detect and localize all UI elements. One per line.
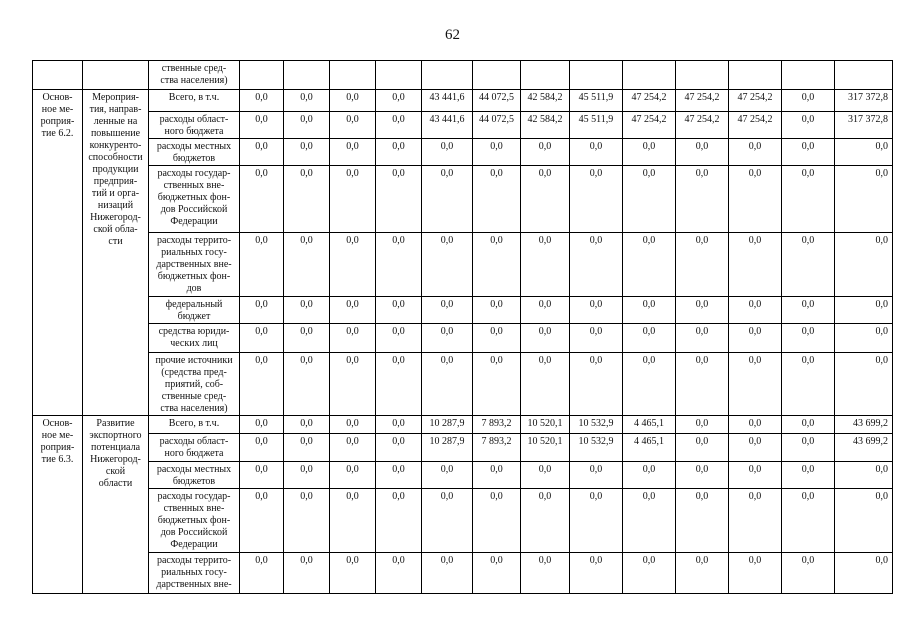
table-row [33,139,893,166]
value-cell: 42 584,2 [521,90,570,112]
table-row [33,353,893,416]
table-row [33,112,893,139]
empty-cell [623,61,676,90]
value-cell: 10 520,1 [521,434,570,462]
page-number: 62 [445,27,460,43]
value-cell: 0,0 [782,553,835,594]
value-cell: 0,0 [623,297,676,324]
activity-code: Основ- ное ме- роприя- тие 6.2. [33,90,83,416]
value-cell: 0,0 [782,416,835,434]
value-cell: 0,0 [570,353,623,416]
value-cell: 43 441,6 [422,90,473,112]
value-cell: 0,0 [521,489,570,553]
value-cell: 47 254,2 [623,112,676,139]
value-cell: 0,0 [782,139,835,166]
source-cell: федеральный бюджет [149,297,240,324]
total-value-cell: 0,0 [835,297,893,324]
value-cell: 0,0 [623,489,676,553]
value-cell: 0,0 [376,90,422,112]
value-cell: 4 465,1 [623,434,676,462]
value-cell: 0,0 [521,553,570,594]
value-cell: 0,0 [284,324,330,353]
value-cell: 0,0 [623,324,676,353]
value-cell: 0,0 [376,416,422,434]
value-cell: 0,0 [330,90,376,112]
table-row [33,462,893,489]
value-cell: 0,0 [623,166,676,233]
value-cell: 0,0 [330,353,376,416]
value-cell: 0,0 [782,90,835,112]
value-cell: 0,0 [422,353,473,416]
value-cell: 0,0 [376,233,422,297]
source-cell: расходы государ- ственных вне- бюджетных фон- дов Российской Федерации [149,166,240,233]
value-cell: 0,0 [570,139,623,166]
value-cell: 0,0 [676,297,729,324]
empty-cell [729,61,782,90]
value-cell: 0,0 [376,139,422,166]
table-row [33,324,893,353]
value-cell: 4 465,1 [623,416,676,434]
value-cell: 0,0 [284,139,330,166]
value-cell: 0,0 [782,353,835,416]
total-value-cell: 0,0 [835,139,893,166]
value-cell: 10 287,9 [422,416,473,434]
empty-cell [521,61,570,90]
value-cell: 7 893,2 [473,416,521,434]
value-cell: 47 254,2 [676,90,729,112]
table-row [33,90,893,112]
value-cell: 0,0 [376,434,422,462]
empty-cell [676,61,729,90]
value-cell: 0,0 [521,462,570,489]
empty-cell [284,61,330,90]
value-cell: 0,0 [729,139,782,166]
value-cell: 0,0 [330,553,376,594]
value-cell: 0,0 [284,489,330,553]
value-cell: 0,0 [376,166,422,233]
value-cell: 0,0 [676,353,729,416]
value-cell: 0,0 [330,297,376,324]
budget-table [32,60,893,594]
value-cell: 0,0 [240,353,284,416]
value-cell: 0,0 [521,166,570,233]
table-row [33,166,893,233]
total-value-cell: 0,0 [835,166,893,233]
source-cell: расходы местных бюджетов [149,139,240,166]
value-cell: 0,0 [570,297,623,324]
value-cell: 0,0 [570,324,623,353]
value-cell: 0,0 [376,553,422,594]
value-cell: 0,0 [782,489,835,553]
value-cell: 0,0 [376,324,422,353]
activity-code: Основ- ное ме- роприя- тие 6.3. [33,416,83,594]
value-cell: 0,0 [623,233,676,297]
table-row [33,434,893,462]
value-cell: 0,0 [284,553,330,594]
table-row [33,489,893,553]
empty-cell [330,61,376,90]
value-cell: 0,0 [284,434,330,462]
value-cell: 0,0 [422,489,473,553]
value-cell: 0,0 [729,233,782,297]
value-cell: 0,0 [729,489,782,553]
value-cell: 0,0 [570,462,623,489]
value-cell: 0,0 [521,139,570,166]
value-cell: 10 520,1 [521,416,570,434]
value-cell: 0,0 [782,324,835,353]
value-cell: 0,0 [240,553,284,594]
value-cell: 0,0 [570,166,623,233]
value-cell: 0,0 [240,462,284,489]
empty-cell [376,61,422,90]
value-cell: 0,0 [284,112,330,139]
value-cell: 0,0 [330,324,376,353]
value-cell: 0,0 [729,416,782,434]
source-cell: Всего, в т.ч. [149,416,240,434]
value-cell: 0,0 [782,233,835,297]
value-cell: 43 441,6 [422,112,473,139]
value-cell: 47 254,2 [729,90,782,112]
value-cell: 0,0 [284,416,330,434]
empty-cell [83,61,149,90]
empty-cell [240,61,284,90]
table-row [33,61,893,90]
source-cell: расходы област- ного бюджета [149,112,240,139]
value-cell: 0,0 [782,112,835,139]
value-cell: 0,0 [676,434,729,462]
value-cell: 0,0 [422,324,473,353]
total-value-cell: 0,0 [835,553,893,594]
total-value-cell: 0,0 [835,233,893,297]
value-cell: 0,0 [240,297,284,324]
value-cell: 44 072,5 [473,90,521,112]
value-cell: 45 511,9 [570,90,623,112]
value-cell: 0,0 [473,324,521,353]
source-cell: расходы местных бюджетов [149,462,240,489]
value-cell: 0,0 [729,353,782,416]
value-cell: 0,0 [676,489,729,553]
value-cell: 0,0 [376,353,422,416]
value-cell: 0,0 [284,166,330,233]
value-cell: 0,0 [240,416,284,434]
total-value-cell: 43 699,2 [835,416,893,434]
empty-cell [422,61,473,90]
total-value-cell: 317 372,8 [835,112,893,139]
value-cell: 0,0 [330,166,376,233]
value-cell: 0,0 [473,166,521,233]
value-cell: 10 532,9 [570,434,623,462]
source-cell: расходы государ- ственных вне- бюджетных фон- дов Российской Федерации [149,489,240,553]
source-cell: прочие источники (средства пред- приятий, соб- ственные сред- ства населения) [149,353,240,416]
value-cell: 0,0 [422,553,473,594]
value-cell: 0,0 [473,233,521,297]
value-cell: 0,0 [240,489,284,553]
value-cell: 0,0 [729,166,782,233]
total-value-cell: 43 699,2 [835,434,893,462]
value-cell: 0,0 [570,489,623,553]
value-cell: 0,0 [330,139,376,166]
value-cell: 0,0 [521,353,570,416]
value-cell: 0,0 [284,353,330,416]
table-row [33,297,893,324]
value-cell: 0,0 [782,462,835,489]
value-cell: 0,0 [422,166,473,233]
value-cell: 0,0 [729,297,782,324]
value-cell: 0,0 [376,297,422,324]
source-cell: расходы террито- риальных госу- дарственных вне- бюджетных фон- дов [149,233,240,297]
activity-name: Развитие экспортного потенциала Нижегород- ской области [83,416,149,594]
value-cell: 0,0 [473,553,521,594]
value-cell: 0,0 [240,90,284,112]
value-cell: 7 893,2 [473,434,521,462]
value-cell: 0,0 [473,297,521,324]
value-cell: 0,0 [330,112,376,139]
value-cell: 0,0 [376,462,422,489]
value-cell: 10 532,9 [570,416,623,434]
value-cell: 0,0 [623,553,676,594]
value-cell: 0,0 [422,462,473,489]
value-cell: 0,0 [330,416,376,434]
value-cell: 0,0 [330,489,376,553]
value-cell: 0,0 [521,233,570,297]
value-cell: 0,0 [330,434,376,462]
empty-cell [570,61,623,90]
empty-cell [33,61,83,90]
value-cell: 0,0 [521,324,570,353]
value-cell: 10 287,9 [422,434,473,462]
value-cell: 0,0 [676,553,729,594]
source-cell: Всего, в т.ч. [149,90,240,112]
value-cell: 0,0 [729,553,782,594]
value-cell: 0,0 [570,233,623,297]
empty-cell [782,61,835,90]
value-cell: 0,0 [782,434,835,462]
value-cell: 0,0 [473,489,521,553]
value-cell: 0,0 [676,139,729,166]
total-value-cell: 0,0 [835,324,893,353]
value-cell: 0,0 [473,462,521,489]
activity-name: Мероприя- тия, направ- ленные на повышение конкуренто- способности продукции предприя- тий и орга- низаций Нижегород- ской обла- сти [83,90,149,416]
value-cell: 0,0 [676,166,729,233]
value-cell: 0,0 [676,233,729,297]
empty-cell [473,61,521,90]
value-cell: 0,0 [330,233,376,297]
empty-cell [835,61,893,90]
value-cell: 44 072,5 [473,112,521,139]
value-cell: 0,0 [422,139,473,166]
value-cell: 0,0 [729,462,782,489]
value-cell: 0,0 [473,139,521,166]
total-value-cell: 0,0 [835,489,893,553]
total-value-cell: 0,0 [835,462,893,489]
value-cell: 0,0 [240,166,284,233]
value-cell: 0,0 [623,353,676,416]
table-row [33,553,893,594]
value-cell: 0,0 [240,324,284,353]
value-cell: 0,0 [376,112,422,139]
source-cell: ственные сред- ства населения) [149,61,240,90]
total-value-cell: 317 372,8 [835,90,893,112]
value-cell: 0,0 [284,297,330,324]
value-cell: 0,0 [240,233,284,297]
value-cell: 0,0 [330,462,376,489]
source-cell: средства юриди- ческих лиц [149,324,240,353]
value-cell: 0,0 [623,462,676,489]
value-cell: 0,0 [782,166,835,233]
value-cell: 0,0 [676,462,729,489]
table-row [33,233,893,297]
table-row [33,416,893,434]
source-cell: расходы террито- риальных госу- дарственных вне- [149,553,240,594]
value-cell: 0,0 [729,434,782,462]
value-cell: 0,0 [240,434,284,462]
value-cell: 0,0 [729,324,782,353]
value-cell: 0,0 [284,90,330,112]
value-cell: 42 584,2 [521,112,570,139]
value-cell: 0,0 [676,324,729,353]
value-cell: 0,0 [623,139,676,166]
source-cell: расходы област- ного бюджета [149,434,240,462]
value-cell: 0,0 [240,139,284,166]
value-cell: 47 254,2 [729,112,782,139]
value-cell: 0,0 [284,233,330,297]
value-cell: 0,0 [570,553,623,594]
value-cell: 0,0 [422,297,473,324]
total-value-cell: 0,0 [835,353,893,416]
value-cell: 47 254,2 [676,112,729,139]
value-cell: 0,0 [676,416,729,434]
value-cell: 0,0 [240,112,284,139]
value-cell: 0,0 [782,297,835,324]
value-cell: 0,0 [376,489,422,553]
value-cell: 0,0 [422,233,473,297]
value-cell: 47 254,2 [623,90,676,112]
value-cell: 45 511,9 [570,112,623,139]
value-cell: 0,0 [284,462,330,489]
value-cell: 0,0 [521,297,570,324]
value-cell: 0,0 [473,353,521,416]
